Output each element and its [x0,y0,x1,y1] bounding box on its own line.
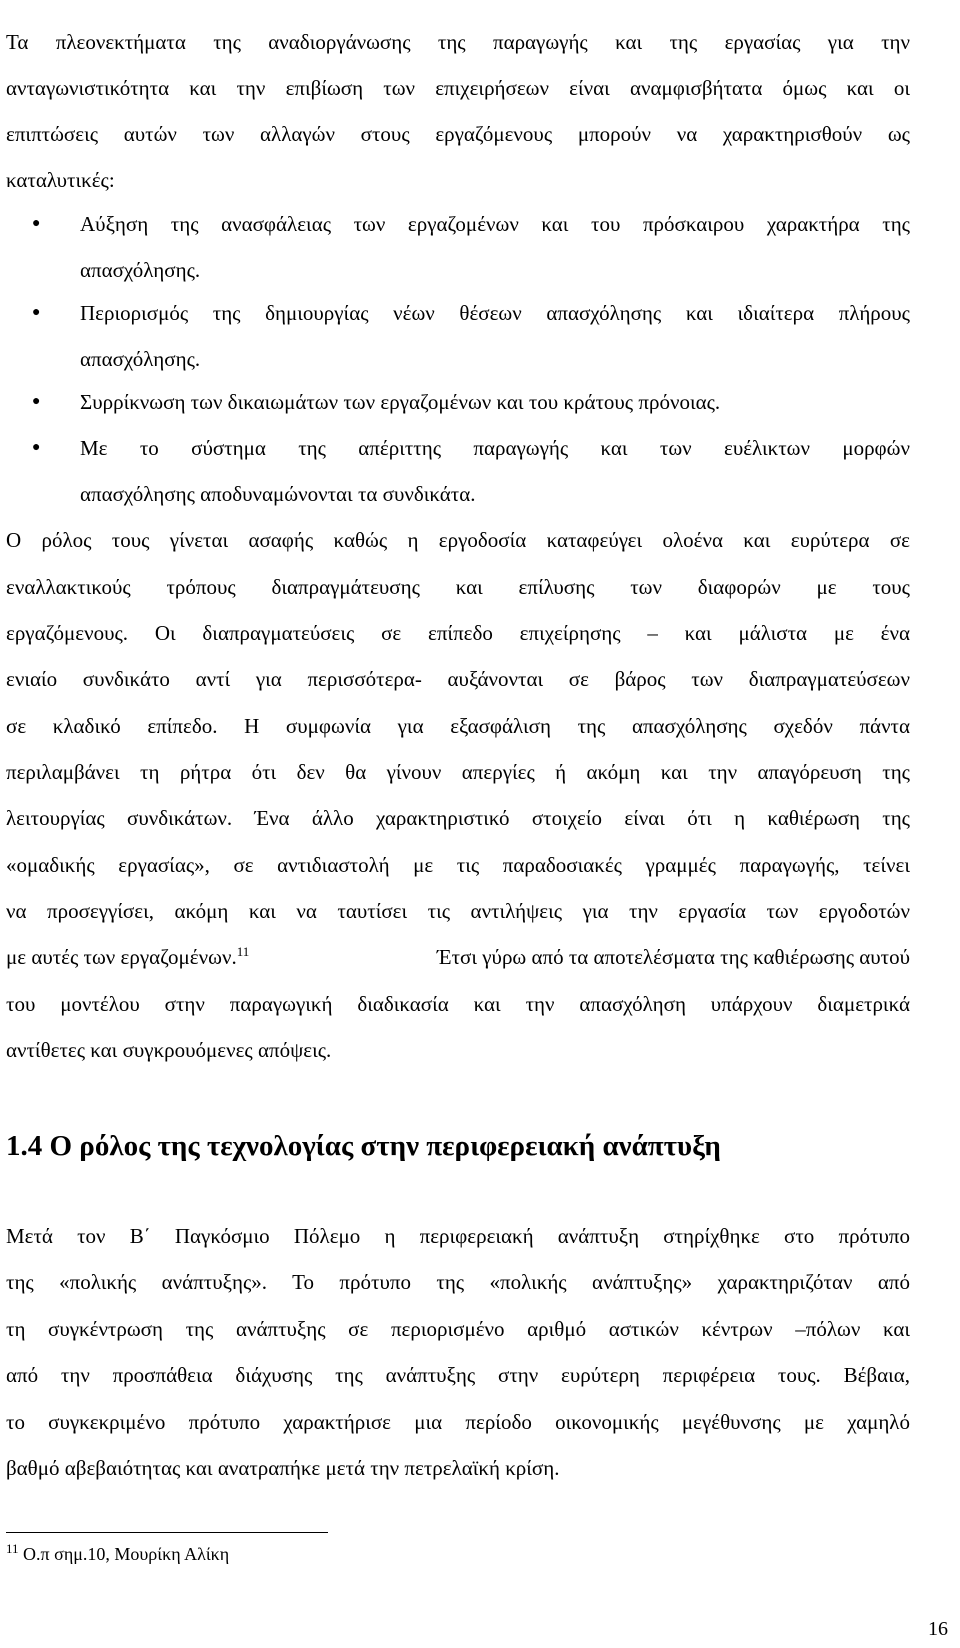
line-fragment [6,945,249,970]
paragraph-line: αντίθετες και συγκρουόμενες απόψεις. [6,1038,332,1062]
bullet-item-line: Με το σύστημα της απέριττης παραγωγής και των ευέλικτων μορφών [80,436,910,460]
footnote-number: 11 [6,1541,19,1556]
paragraph-line: τη συγκέντρωση της ανάπτυξης σε περιορισμένο αριθμό αστικών κέντρων –πόλων και [6,1317,910,1341]
paragraph-line: περιλαμβάνει τη ρήτρα ότι δεν θα γίνουν απεργίες ή ακόμη και την απαγόρευση της [6,760,910,784]
paragraph-line: βαθμό αβεβαιότητας και ανατραπήκε μετά την πετρελαϊκή κρίση. [6,1456,560,1480]
paragraph-line: Τα πλεονεκτήματα της αναδιοργάνωσης της παραγωγής και της εργασίας για την [6,30,910,54]
paragraph-line: επιπτώσεις αυτών των αλλαγών στους εργαζόμενους μπορούν να χαρακτηρισθούν ως [6,122,910,146]
bullet-item-line: απασχόλησης. [80,258,201,282]
paragraph-line [6,945,910,970]
paragraph-line: «ομαδικής εργασίας», σε αντιδιαστολή με τις παραδοσιακές γραμμές παραγωγής, τείνει [6,853,910,877]
paragraph-line: εργαζόμενους. Οι διαπραγματεύσεις σε επίπεδο επιχείρησης – και μάλιστα με ένα [6,621,910,645]
paragraph-line: της «πολικής ανάπτυξης». Το πρότυπο της «πολικής ανάπτυξης» χαρακτηριζόταν από [6,1270,910,1294]
paragraph-line: καταλυτικές: [6,168,115,192]
footnote [6,1541,230,1565]
paragraph-line: Μετά τον Β΄ Παγκόσμιο Πόλεμο η περιφερειακή ανάπτυξη στηρίχθηκε στο πρότυπο [6,1224,910,1248]
text-fragment: με αυτές των εργαζομένων. [6,945,237,969]
bullet-item-line: απασχόλησης. [80,347,201,371]
paragraph-line: σε κλαδικό επίπεδο. Η συμφωνία για εξασφάλιση της απασχόλησης σχεδόν πάντα [6,714,910,738]
paragraph-line: ανταγωνιστικότητα και την επιβίωση των επιχειρήσεων είναι αναμφισβήτατα όμως και οι [6,76,910,100]
footnote-text: Ο.π σημ.10, Μουρίκη Αλίκη [23,1544,230,1564]
bullet-item-line: Περιορισμός της δημιουργίας νέων θέσεων απασχόλησης και ιδιαίτερα πλήρους [80,301,910,325]
paragraph-line: λειτουργίας συνδικάτων. Ένα άλλο χαρακτηριστικό στοιχείο είναι ότι η καθιέρωση της [6,806,910,830]
paragraph-line: εναλλακτικούς τρόπους διαπραγμάτευσης και επίλυσης των διαφορών με τους [6,575,910,599]
paragraph-line: από την προσπάθεια διάχυσης της ανάπτυξης στην ευρύτερη περιφέρεια τους. Βέβαια, [6,1363,910,1387]
paragraph-line: ενιαίο συνδικάτο αντί για περισσότερα- αυξάνονται σε βάρος των διαπραγματεύσεων [6,667,910,691]
footnote-divider [6,1532,328,1533]
text-fragment: Έτσι γύρω από τα αποτελέσματα της καθιέρωσης αυτού [437,945,910,969]
page-number: 16 [928,1618,948,1640]
paragraph-line: Ο ρόλος τους γίνεται ασαφής καθώς η εργοδοσία καταφεύγει ολοένα και ευρύτερα σε [6,528,910,552]
paragraph-line: το συγκεκριμένο πρότυπο χαρακτήρισε μια περίοδο οικονομικής μεγέθυνσης με χαμηλό [6,1410,910,1434]
bullet-item-line: Συρρίκνωση των δικαιωμάτων των εργαζομένων και του κράτους πρόνοιας. [80,390,721,414]
section-heading: 1.4 Ο ρόλος της τεχνολογίας στην περιφερειακή ανάπτυξη [6,1130,721,1162]
bullet-icon: ● [32,394,41,409]
bullet-item-line: απασχόλησης αποδυναμώνονται τα συνδικάτα. [80,482,476,506]
bullet-item-line: Αύξηση της ανασφάλειας των εργαζομένων και του πρόσκαιρου χαρακτήρα της [80,212,910,236]
bullet-icon: ● [32,216,41,231]
bullet-icon: ● [32,440,41,455]
paragraph-line: του μοντέλου στην παραγωγική διαδικασία και την απασχόληση υπάρχουν διαμετρικά [6,992,910,1016]
paragraph-line: να προσεγγίσει, ακόμη και να ταυτίσει τις αντιλήψεις για την εργασία των εργοδοτών [6,899,910,923]
bullet-icon: ● [32,305,41,320]
footnote-reference[interactable]: 11 [236,944,250,959]
